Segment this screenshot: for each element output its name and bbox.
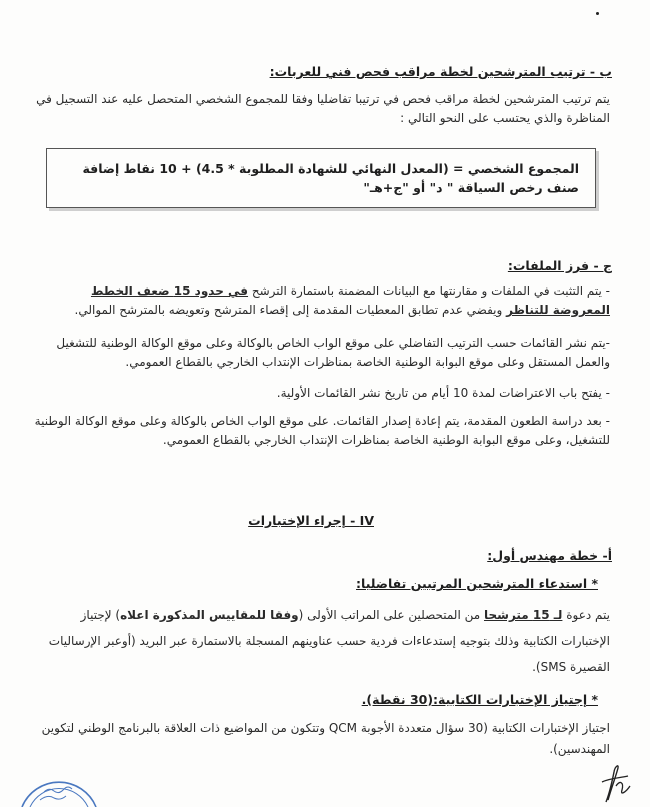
p5-text-b: من المتحصلين على المراتب الأولى ( [298, 608, 484, 622]
section-c-paragraph-1 [30, 282, 610, 320]
section-iv-title: IV - إجراء الإختبارات [248, 513, 374, 528]
p5-text-c: ) لإجتياز الإختبارات الكتابية وذلك بتوجيه إستدعاءات فردية حسب عناوينهم المسجلة بالاستمارة عبر البريد (أوعبر الإرساليات القصيرة SMS). [48, 608, 610, 674]
p1-bold: في حدود 15 ضعف الخطط المعروضة للتناظر [90, 284, 610, 317]
p5-bold: لـ 15 مترشحا [483, 608, 563, 622]
engineer-plan-heading: أ- خطة مهندس أول: [487, 548, 612, 563]
convocation-heading: * استدعاء المترشحين المرتبين تفاضليا: [356, 576, 598, 591]
official-stamp-icon [14, 770, 104, 807]
section-b-title: ب - ترتيب المترشحين لخطة مراقب فحص فني للعربات: [269, 64, 612, 79]
section-c-paragraph-4: - بعد دراسة الطعون المقدمة، يتم إعادة إصدار القائمات. على موقع الواب الخاص بالوكالة وعلى موقع الوكالة الوطنية للتشغيل، وعلى موقع البوابة الوطنية الخاصة بمناظرات الإنتداب الخارجي بالقطاع العمومي. [34, 414, 610, 447]
section-c-paragraph-2: -يتم نشر القائمات حسب الترتيب التفاضلي على موقع الواب الخاص بالوكالة وعلى موقع الوكالة الوطنية للتشغيل والعمل المستقل وعلى موقع البوابة الوطنية الخاصة بمناظرات الإنتداب الخارجي بالقطاع العمومي. [56, 336, 610, 369]
p5-text-a: يتم دعوة [562, 608, 610, 622]
p1-text-a: - يتم التثبت في الملفات و مقارنتها مع البيانات المضمنة باستمارة الترشح [248, 284, 610, 298]
section-c-paragraph-3: - يفتح باب الاعتراضات لمدة 10 أيام من تاريخ نشر القائمات الأولية. [276, 386, 610, 400]
p5-bold-2: وفقا للمقاييس المذكورة اعلاه [120, 608, 299, 622]
written-exam-paragraph: اجتياز الإختبارات الكتابية (30 سؤال متعددة الأجوبة QCM وتتكون من المواضيع ذات العلاقة بالبرنامج الوطني لتكوين المهندسين). [41, 721, 610, 756]
written-exam-heading: * إجتياز الإختبارات الكتابية:(30 نقطة). [361, 692, 598, 707]
convocation-paragraph [30, 602, 610, 680]
formula-box [46, 148, 596, 208]
section-c-title: ج - فرز الملفات: [507, 258, 612, 273]
signature-icon [598, 762, 632, 804]
p1-text-b: ويفضي عدم تطابق المعطيات المقدمة إلى إقصاء المترشح وتعويضه بالمترشح الموالي. [74, 303, 507, 317]
formula-text: المجموع الشخصي = (المعدل النهائي للشهادة المطلوبة * 4.5) + 10 نقاط إضافة صنف رخص السياقة " د" أو "ج+هـ" [82, 161, 579, 195]
scan-dot [596, 12, 599, 15]
section-b-paragraph: يتم ترتيب المترشحين لخطة مراقب فحص في ترتيبا تفاضليا وفقا للمجموع الشخصي المتحصل عليه عند التسجيل في المناظرة والذي يحتسب على النحو التالي : [36, 92, 610, 125]
